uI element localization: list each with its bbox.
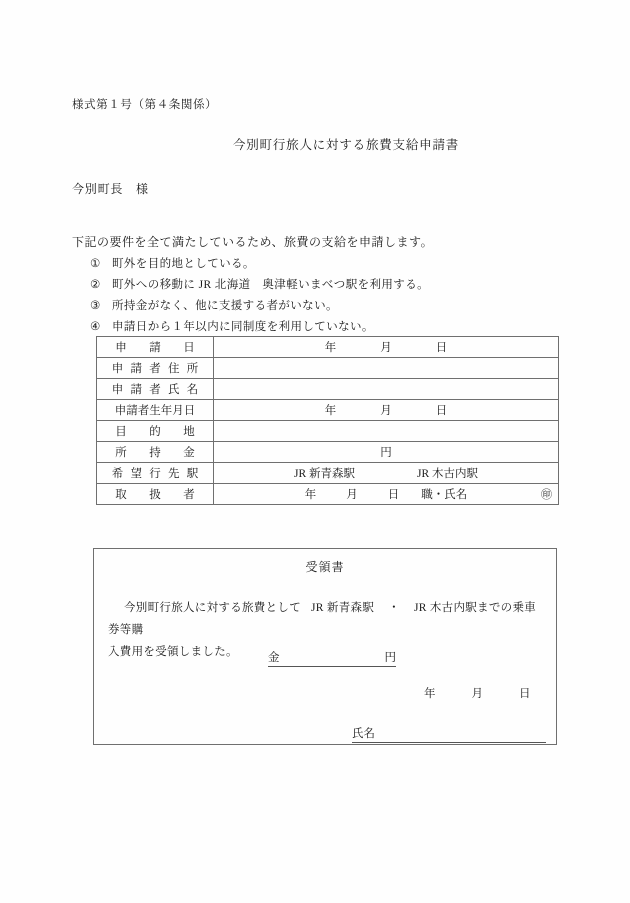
row-label-applicant-birthdate: 申請者生年月日 (97, 400, 214, 421)
receipt-station-separator: ・ (388, 602, 400, 614)
receipt-station-kikonai: JR 木古内駅までの乗車券等購 (108, 602, 537, 636)
row-label-money-on-hand: 所 持 金 (97, 442, 214, 463)
row-label-applicant-name: 申 請 者 氏 名 (97, 379, 214, 400)
requirement-text: 所持金がなく、他に支援する者がいない。 (112, 300, 338, 312)
requirement-item (90, 297, 560, 318)
requirement-number: ④ (90, 321, 101, 333)
row-value-applicant-birthdate[interactable] (214, 400, 559, 421)
month-label: 月 (346, 489, 358, 501)
receipt-amount-field[interactable] (268, 649, 396, 667)
addressee: 今別町長 様 (72, 182, 149, 196)
document-title: 今別町行旅人に対する旅費支給申請書 (232, 138, 460, 152)
receipt-body-lead: 今別町行旅人に対する旅費として (124, 602, 301, 614)
application-table (96, 336, 559, 505)
month-label: 月 (380, 405, 392, 417)
amount-label: 金 (268, 652, 280, 664)
yen-label: 円 (380, 447, 392, 459)
requirement-number: ① (90, 258, 101, 270)
requirement-number: ② (90, 279, 101, 291)
requirement-item (90, 255, 560, 276)
row-label-handler: 取 扱 者 (97, 484, 214, 505)
row-value-desired-station[interactable] (214, 463, 559, 484)
requirements-list (90, 255, 560, 339)
intro-sentence: 下記の要件を全て満たしているため、旅費の支給を申請します。 (72, 235, 434, 249)
requirement-text: 申請日から１年以内に同制度を利用していない。 (112, 321, 374, 333)
row-value-destination[interactable] (214, 421, 559, 442)
name-label: 氏名 (352, 728, 375, 740)
station-options (294, 468, 478, 480)
year-label: 年 (324, 405, 337, 417)
handler-role-name-label: 職・氏名 (421, 489, 468, 501)
table-row (97, 421, 559, 442)
seal-icon: ㊞ (541, 489, 552, 501)
year-label: 年 (304, 489, 317, 501)
requirement-item (90, 276, 560, 297)
station-option-shin-aomori[interactable]: JR 新青森駅 (293, 468, 355, 480)
receipt-date-field[interactable] (424, 685, 531, 701)
table-row (97, 463, 559, 484)
amount-unit-label: 円 (384, 652, 396, 664)
requirement-number: ③ (90, 300, 101, 312)
month-label: 月 (380, 342, 392, 354)
receipt-name-field[interactable] (352, 725, 546, 743)
requirement-text: 町外への移動に JR 北海道 奥津軽いまべつ駅を利用する。 (112, 279, 429, 291)
row-value-applicant-address[interactable] (214, 358, 559, 379)
day-label: 日 (519, 688, 531, 700)
form-number: 様式第１号（第４条関係） (72, 99, 218, 111)
receipt-box (93, 548, 557, 745)
row-label-destination: 目 的 地 (97, 421, 214, 442)
table-row (97, 358, 559, 379)
date-placeholder (325, 342, 448, 354)
date-placeholder (325, 405, 448, 417)
row-value-application-date[interactable] (214, 337, 559, 358)
row-value-applicant-name[interactable] (214, 379, 559, 400)
row-value-handler[interactable] (214, 484, 559, 505)
day-label: 日 (435, 405, 448, 417)
day-label: 日 (387, 489, 400, 501)
table-row (97, 442, 559, 463)
row-label-desired-station: 希 望 行 先 駅 (97, 463, 214, 484)
day-label: 日 (435, 342, 448, 354)
table-row (97, 379, 559, 400)
row-value-money-on-hand[interactable] (214, 442, 559, 463)
requirement-text: 町外を目的地としている。 (112, 258, 255, 270)
table-row (97, 337, 559, 358)
receipt-title: 受領書 (305, 560, 345, 574)
row-label-applicant-address: 申 請 者 住 所 (97, 358, 214, 379)
station-option-kikonai[interactable]: JR 木古内駅 (417, 468, 479, 480)
table-row (97, 484, 559, 505)
month-label: 月 (471, 688, 483, 700)
receipt-station-shin-aomori: JR 新青森駅 (311, 602, 375, 614)
row-label-application-date: 申 請 日 (97, 337, 214, 358)
year-label: 年 (424, 688, 436, 700)
receipt-body-tail: 入費用を受領しました。 (108, 646, 238, 658)
year-label: 年 (324, 342, 337, 354)
table-row (97, 400, 559, 421)
